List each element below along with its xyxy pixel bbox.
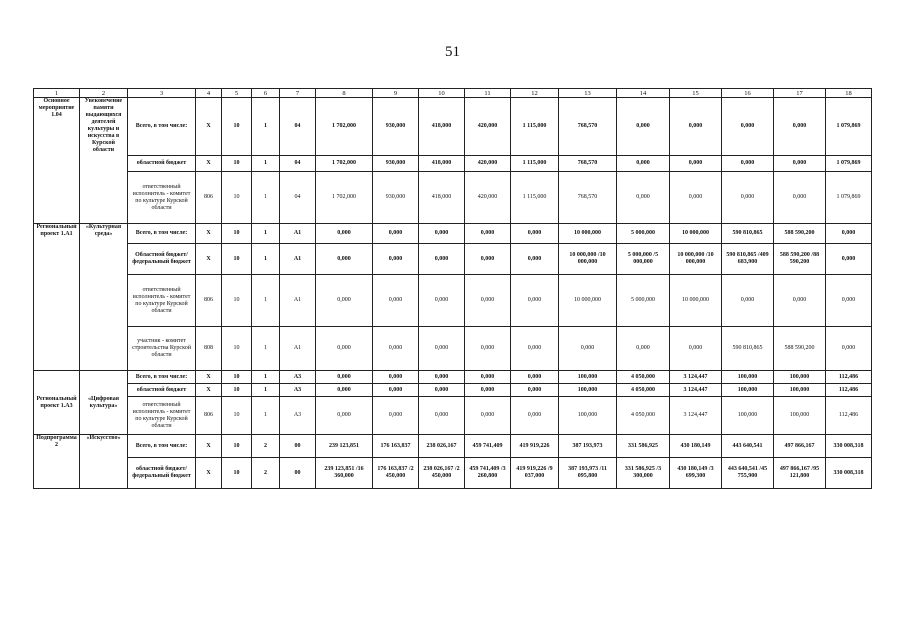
- value-cell: 10 000,000: [559, 275, 617, 327]
- value-cell: 497 866,167 /95 121,800: [774, 458, 826, 489]
- code-cell: А1: [280, 327, 316, 371]
- table-row: [34, 397, 872, 435]
- value-cell: 0,000: [670, 327, 722, 371]
- value-cell: 418,000: [419, 172, 465, 224]
- row-label-cell: Всего, в том числе:: [128, 371, 196, 384]
- value-cell: 930,000: [373, 172, 419, 224]
- row-label-cell: областной бюджет: [128, 156, 196, 172]
- column-header: 13: [559, 89, 617, 98]
- value-cell: 0,000: [316, 384, 373, 397]
- value-cell: 420,000: [465, 172, 511, 224]
- code-cell: 1: [252, 275, 280, 327]
- value-cell: 5 000,000: [617, 224, 670, 244]
- value-cell: 0,000: [826, 224, 872, 244]
- value-cell: 100,000: [774, 371, 826, 384]
- column-header: 18: [826, 89, 872, 98]
- value-cell: 0,000: [774, 156, 826, 172]
- value-cell: 100,000: [559, 384, 617, 397]
- code-cell: 1: [252, 98, 280, 156]
- value-cell: 590 810,865 /409 683,900: [722, 244, 774, 275]
- value-cell: 419 919,226 /9 037,000: [511, 458, 559, 489]
- value-cell: 0,000: [373, 371, 419, 384]
- code-cell: А3: [280, 397, 316, 435]
- code-cell: 10: [222, 435, 252, 458]
- column-header: 9: [373, 89, 419, 98]
- row-label-cell: Областной бюджет/ федеральный бюджет: [128, 244, 196, 275]
- value-cell: 239 123,851: [316, 435, 373, 458]
- code-cell: 10: [222, 172, 252, 224]
- group-name-cell: Основное мероприятие 1.04: [34, 98, 80, 224]
- group-description-cell: Увековечение памяти выдающихся деятелей культуры и искусства в Курской области: [80, 98, 128, 224]
- value-cell: 0,000: [511, 384, 559, 397]
- group-name-cell: Региональный проект 1.А3: [34, 371, 80, 435]
- value-cell: 4 050,000: [617, 371, 670, 384]
- value-cell: 10 000,000: [670, 275, 722, 327]
- code-cell: 00: [280, 458, 316, 489]
- value-cell: 0,000: [511, 397, 559, 435]
- value-cell: 0,000: [617, 172, 670, 224]
- value-cell: 0,000: [465, 384, 511, 397]
- value-cell: 0,000: [511, 371, 559, 384]
- value-cell: 1 079,869: [826, 172, 872, 224]
- value-cell: 0,000: [419, 397, 465, 435]
- code-cell: 1: [252, 384, 280, 397]
- value-cell: 1 702,000: [316, 98, 373, 156]
- value-cell: 418,000: [419, 156, 465, 172]
- value-cell: 0,000: [826, 327, 872, 371]
- value-cell: 0,000: [722, 156, 774, 172]
- value-cell: 100,000: [722, 371, 774, 384]
- code-cell: А3: [280, 384, 316, 397]
- table-row: [34, 435, 872, 458]
- value-cell: 0,000: [511, 224, 559, 244]
- table-row: [34, 458, 872, 489]
- column-header: 16: [722, 89, 774, 98]
- value-cell: 497 866,167: [774, 435, 826, 458]
- value-cell: 0,000: [316, 397, 373, 435]
- code-cell: 1: [252, 244, 280, 275]
- column-header: 4: [196, 89, 222, 98]
- row-label-cell: Всего, в том числе:: [128, 435, 196, 458]
- grbs-cell: Х: [196, 384, 222, 397]
- column-header: 14: [617, 89, 670, 98]
- code-cell: А1: [280, 275, 316, 327]
- code-cell: А1: [280, 224, 316, 244]
- value-cell: 443 640,541 /45 755,900: [722, 458, 774, 489]
- code-cell: 1: [252, 397, 280, 435]
- value-cell: 0,000: [511, 244, 559, 275]
- value-cell: 4 050,000: [617, 397, 670, 435]
- value-cell: 100,000: [559, 371, 617, 384]
- value-cell: 0,000: [316, 371, 373, 384]
- table-row: [34, 384, 872, 397]
- value-cell: 100,000: [722, 384, 774, 397]
- value-cell: 0,000: [774, 275, 826, 327]
- value-cell: 1 115,000: [511, 172, 559, 224]
- row-label-cell: областной бюджет/ федеральный бюджет: [128, 458, 196, 489]
- value-cell: 930,000: [373, 98, 419, 156]
- value-cell: 0,000: [722, 172, 774, 224]
- value-cell: 100,000: [774, 384, 826, 397]
- column-header: 10: [419, 89, 465, 98]
- row-label-cell: Всего, в том числе:: [128, 98, 196, 156]
- value-cell: 10 000,000: [670, 224, 722, 244]
- grbs-cell: Х: [196, 244, 222, 275]
- table-row: [34, 156, 872, 172]
- code-cell: 2: [252, 435, 280, 458]
- value-cell: 459 741,409 /3 260,800: [465, 458, 511, 489]
- value-cell: 112,486: [826, 397, 872, 435]
- value-cell: 100,000: [559, 397, 617, 435]
- value-cell: 5 000,000 /5 000,000: [617, 244, 670, 275]
- column-header: 17: [774, 89, 826, 98]
- value-cell: 0,000: [373, 224, 419, 244]
- code-cell: 10: [222, 224, 252, 244]
- table-row: [34, 275, 872, 327]
- value-cell: 0,000: [465, 327, 511, 371]
- value-cell: 0,000: [419, 384, 465, 397]
- group-description-cell: «Искусство»: [80, 435, 128, 489]
- value-cell: 768,570: [559, 172, 617, 224]
- value-cell: 112,486: [826, 384, 872, 397]
- grbs-cell: 808: [196, 327, 222, 371]
- value-cell: 930,000: [373, 156, 419, 172]
- value-cell: 0,000: [465, 244, 511, 275]
- value-cell: 0,000: [465, 224, 511, 244]
- value-cell: 1 079,869: [826, 156, 872, 172]
- value-cell: 0,000: [373, 327, 419, 371]
- value-cell: 768,570: [559, 156, 617, 172]
- value-cell: 588 590,200: [774, 224, 826, 244]
- code-cell: 2: [252, 458, 280, 489]
- code-cell: А1: [280, 244, 316, 275]
- value-cell: 3 124,447: [670, 397, 722, 435]
- grbs-cell: Х: [196, 224, 222, 244]
- value-cell: 0,000: [774, 172, 826, 224]
- value-cell: 768,570: [559, 98, 617, 156]
- value-cell: 3 124,447: [670, 384, 722, 397]
- code-cell: 00: [280, 435, 316, 458]
- value-cell: 0,000: [419, 275, 465, 327]
- value-cell: 5 000,000: [617, 275, 670, 327]
- code-cell: 04: [280, 98, 316, 156]
- value-cell: 10 000,000: [559, 224, 617, 244]
- value-cell: 0,000: [617, 327, 670, 371]
- code-cell: 1: [252, 156, 280, 172]
- group-name-cell: Региональный проект 1.А1: [34, 224, 80, 371]
- code-cell: 10: [222, 275, 252, 327]
- code-cell: 1: [252, 327, 280, 371]
- column-header: 6: [252, 89, 280, 98]
- value-cell: 0,000: [316, 275, 373, 327]
- value-cell: 100,000: [774, 397, 826, 435]
- value-cell: 0,000: [617, 98, 670, 156]
- value-cell: 420,000: [465, 156, 511, 172]
- value-cell: 459 741,409: [465, 435, 511, 458]
- code-cell: 10: [222, 458, 252, 489]
- value-cell: 0,000: [559, 327, 617, 371]
- value-cell: 1 115,000: [511, 156, 559, 172]
- column-header: 3: [128, 89, 196, 98]
- value-cell: 1 702,000: [316, 172, 373, 224]
- value-cell: 0,000: [722, 98, 774, 156]
- value-cell: 176 163,837: [373, 435, 419, 458]
- value-cell: 430 180,149: [670, 435, 722, 458]
- column-header: 11: [465, 89, 511, 98]
- value-cell: 112,486: [826, 371, 872, 384]
- page-number: 51: [445, 44, 460, 60]
- value-cell: 0,000: [316, 224, 373, 244]
- value-cell: 418,000: [419, 98, 465, 156]
- value-cell: 1 702,000: [316, 156, 373, 172]
- value-cell: 0,000: [316, 244, 373, 275]
- code-cell: 1: [252, 172, 280, 224]
- value-cell: 387 193,973 /11 095,800: [559, 458, 617, 489]
- value-cell: 0,000: [465, 275, 511, 327]
- value-cell: 10 000,000 /10 000,000: [559, 244, 617, 275]
- value-cell: 0,000: [670, 172, 722, 224]
- value-cell: 0,000: [511, 327, 559, 371]
- value-cell: 0,000: [826, 244, 872, 275]
- code-cell: 10: [222, 156, 252, 172]
- value-cell: 0,000: [826, 275, 872, 327]
- group-description-cell: «Культурная среда»: [80, 224, 128, 371]
- value-cell: 176 163,837 /2 450,000: [373, 458, 419, 489]
- budget-table: [33, 88, 872, 489]
- code-cell: 10: [222, 384, 252, 397]
- value-cell: 590 810,865: [722, 327, 774, 371]
- value-cell: 0,000: [670, 156, 722, 172]
- value-cell: 331 586,925 /3 300,000: [617, 458, 670, 489]
- code-cell: 10: [222, 327, 252, 371]
- value-cell: 0,000: [373, 384, 419, 397]
- value-cell: 100,000: [722, 397, 774, 435]
- value-cell: 1 115,000: [511, 98, 559, 156]
- value-cell: 387 193,973: [559, 435, 617, 458]
- value-cell: 238 026,167: [419, 435, 465, 458]
- column-header: 2: [80, 89, 128, 98]
- row-label-cell: ответственный исполнитель - комитет по культуре Курской области: [128, 172, 196, 224]
- value-cell: 3 124,447: [670, 371, 722, 384]
- value-cell: 0,000: [373, 244, 419, 275]
- value-cell: 443 640,541: [722, 435, 774, 458]
- table-row: [34, 371, 872, 384]
- value-cell: 0,000: [373, 397, 419, 435]
- value-cell: 430 180,149 /3 699,300: [670, 458, 722, 489]
- table-row: [34, 224, 872, 244]
- table-row: [34, 98, 872, 156]
- value-cell: 588 590,200 /88 590,200: [774, 244, 826, 275]
- group-name-cell: Подпрограмма 2: [34, 435, 80, 489]
- table-row: [34, 172, 872, 224]
- value-cell: 331 586,925: [617, 435, 670, 458]
- code-cell: 1: [252, 371, 280, 384]
- group-description-cell: «Цифровая культура»: [80, 371, 128, 435]
- code-cell: 04: [280, 172, 316, 224]
- column-header: 12: [511, 89, 559, 98]
- grbs-cell: Х: [196, 435, 222, 458]
- grbs-cell: Х: [196, 371, 222, 384]
- code-cell: 04: [280, 156, 316, 172]
- value-cell: 0,000: [465, 371, 511, 384]
- value-cell: 330 008,318: [826, 435, 872, 458]
- value-cell: 10 000,000 /10 000,000: [670, 244, 722, 275]
- grbs-cell: 806: [196, 172, 222, 224]
- grbs-cell: 806: [196, 275, 222, 327]
- value-cell: 0,000: [722, 275, 774, 327]
- code-cell: 1: [252, 224, 280, 244]
- grbs-cell: Х: [196, 156, 222, 172]
- value-cell: 238 026,167 /2 450,000: [419, 458, 465, 489]
- header-row: [34, 89, 872, 98]
- value-cell: 590 810,865: [722, 224, 774, 244]
- value-cell: 0,000: [670, 98, 722, 156]
- value-cell: 0,000: [465, 397, 511, 435]
- code-cell: 10: [222, 397, 252, 435]
- row-label-cell: ответственный исполнитель - комитет по культуре Курской области: [128, 275, 196, 327]
- value-cell: 0,000: [419, 371, 465, 384]
- row-label-cell: ответственный исполнитель - комитет по культуре Курской области: [128, 397, 196, 435]
- column-header: 5: [222, 89, 252, 98]
- value-cell: 239 123,851 /16 360,000: [316, 458, 373, 489]
- table-body: [34, 98, 872, 489]
- value-cell: 0,000: [373, 275, 419, 327]
- row-label-cell: Всего, в том числе:: [128, 224, 196, 244]
- code-cell: 10: [222, 98, 252, 156]
- code-cell: А3: [280, 371, 316, 384]
- column-header: 7: [280, 89, 316, 98]
- value-cell: 420,000: [465, 98, 511, 156]
- grbs-cell: Х: [196, 458, 222, 489]
- value-cell: 330 008,318: [826, 458, 872, 489]
- column-header: 15: [670, 89, 722, 98]
- code-cell: 10: [222, 371, 252, 384]
- value-cell: 0,000: [774, 98, 826, 156]
- value-cell: 1 079,869: [826, 98, 872, 156]
- table-row: [34, 244, 872, 275]
- value-cell: 0,000: [419, 244, 465, 275]
- value-cell: 4 050,000: [617, 384, 670, 397]
- value-cell: 588 590,200: [774, 327, 826, 371]
- column-header: 8: [316, 89, 373, 98]
- row-label-cell: областной бюджет: [128, 384, 196, 397]
- value-cell: 0,000: [617, 156, 670, 172]
- grbs-cell: 806: [196, 397, 222, 435]
- code-cell: 10: [222, 244, 252, 275]
- table-row: [34, 327, 872, 371]
- column-header: 1: [34, 89, 80, 98]
- value-cell: 0,000: [419, 327, 465, 371]
- row-label-cell: участник - комитет строительства Курской области: [128, 327, 196, 371]
- value-cell: 0,000: [511, 275, 559, 327]
- grbs-cell: Х: [196, 98, 222, 156]
- value-cell: 419 919,226: [511, 435, 559, 458]
- value-cell: 0,000: [316, 327, 373, 371]
- value-cell: 0,000: [419, 224, 465, 244]
